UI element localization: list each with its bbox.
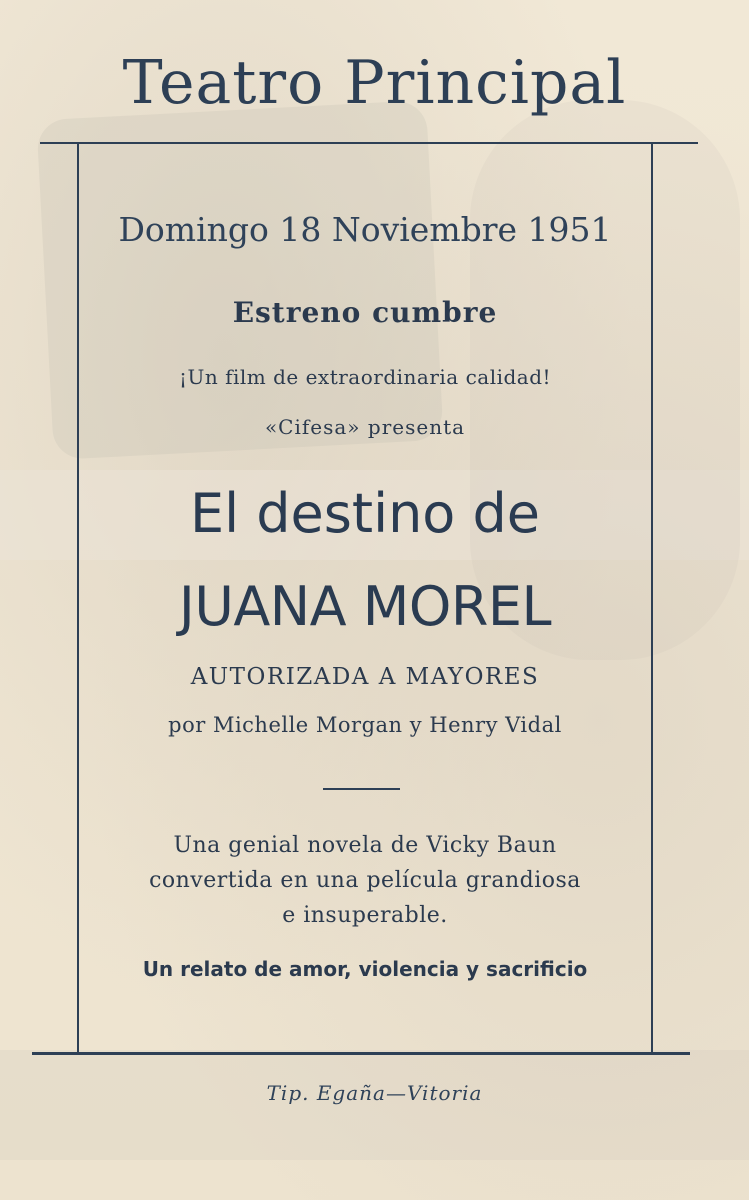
cast-line: por Michelle Morgan y Henry Vidal — [168, 713, 562, 737]
premiere-headline: Estreno cumbre — [232, 296, 498, 329]
section-divider — [323, 788, 400, 790]
description-line: e insuperable. — [282, 903, 448, 928]
screening-date: Domingo 18 Noviembre 1951 — [118, 210, 612, 249]
age-rating: AUTORIZADA A MAYORES — [190, 664, 540, 690]
film-slogan: Un relato de amor, violencia y sacrificio — [142, 957, 588, 981]
venue-title: Teatro Principal — [122, 48, 627, 118]
frame-right-rule — [651, 143, 653, 1053]
frame-bottom-rule — [32, 1052, 690, 1055]
description-line: convertida en una película grandiosa — [149, 868, 581, 893]
show-through-band — [0, 1050, 749, 1160]
description-line: Una genial novela de Vicky Baun — [173, 833, 557, 858]
printer-credit: Tip. Egaña—Vitoria — [266, 1081, 483, 1105]
frame-top-rule — [40, 142, 698, 144]
film-title-line2: JUANA MOREL — [178, 575, 552, 638]
tagline: ¡Un film de extraordinaria calidad! — [178, 365, 552, 389]
film-title-line1: El destino de — [189, 482, 541, 545]
show-through-shadow — [36, 100, 443, 460]
presenter-line: «Cifesa» presenta — [264, 415, 466, 439]
film-description — [79, 828, 651, 933]
